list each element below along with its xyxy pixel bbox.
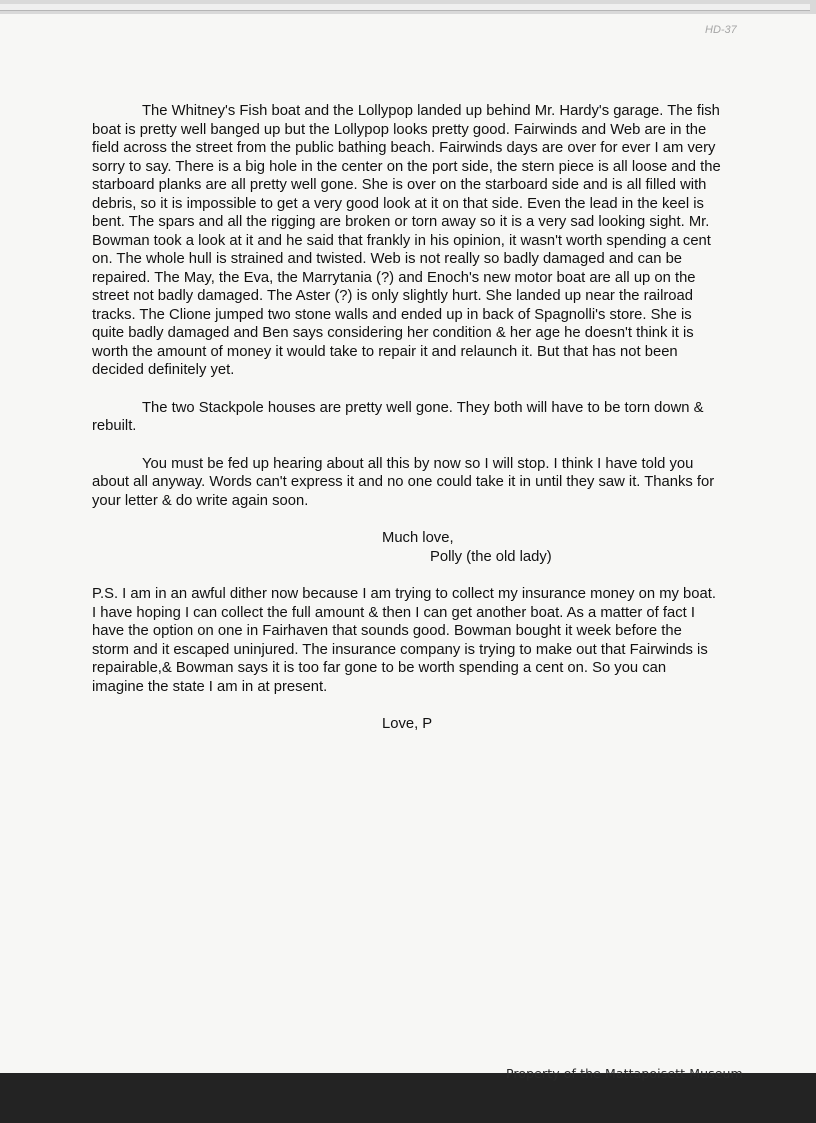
postscript-signoff: Love, P <box>382 716 433 732</box>
page-top-edge <box>0 0 816 15</box>
letter-paragraph-1: The Whitney's Fish boat and the Lollypop landed up behind Mr. Hardy's garage. The fish boat is pretty well banged up but the Lollypop looks pretty good. Fairwinds and Web are in the field across the street from the public bathing beach. Fairwinds days are over for ever I am very sorry to say. There is a big hole in the center on the port side, the stern piece is all loose and the starboard planks are all pretty well gone. She is over on the starboard side and is all filled with debris, so it is impossible to get a very good look at it on that side. Even the lead in the keel is bent. The spars and all the rigging are broken or torn away so it is a very sad looking sight. Mr. Bowman took a look at it and he said that frankly in his opinion, it wasn't worth spending a cent on. The whole hull is strained and twisted. Web is not really so badly damaged and can be repaired. The May, the Eva, the Marrytania (?) and Enoch's new motor boat are all up on the street not badly damaged. The Aster (?) is only slightly hurt. She landed up near the railroad tracks. The Clione jumped two stone walls and ended up in back of Spagnolli's store. She is quite badly damaged and Ben says considering her condition & her age he doesn't think it is worth the amount of money it would take to repair it and relaunch it. But that has not been decided definitely yet. <box>92 103 721 378</box>
letter-body <box>92 102 722 734</box>
page-underneath-edge <box>0 4 810 11</box>
letter-paragraph-2: The two Stackpole houses are pretty well gone. They both will have to be torn down & rebuilt. <box>92 399 704 434</box>
page-number: HD-37 <box>705 24 737 36</box>
letter-page <box>0 14 816 1073</box>
letter-signature: Polly (the old lady) <box>430 548 552 565</box>
letter-postscript: P.S. I am in an awful dither now because I am trying to collect my insurance money on my boat. I have hoping I can collect the full amount & then I can get another boat. As a matter of fact I have the option on one in Fairhaven that sounds good. Bowman bought it week before the storm and it escaped uninjured. The insurance company is trying to make out that Fairwinds is repairable,& Bowman says it is too far gone to be worth spending a cent on. So you can imagine the state I am in at present. <box>92 586 716 695</box>
letter-closing: Much love, <box>382 530 454 546</box>
letter-paragraph-3: You must be fed up hearing about all this by now so I will stop. I think I have told you about all anyway. Words can't express it and no one could take it in until they saw it. Thanks for your letter & do write again soon. <box>92 455 715 509</box>
museum-watermark: Property of the Mattapoisett Museum <box>506 1066 743 1081</box>
